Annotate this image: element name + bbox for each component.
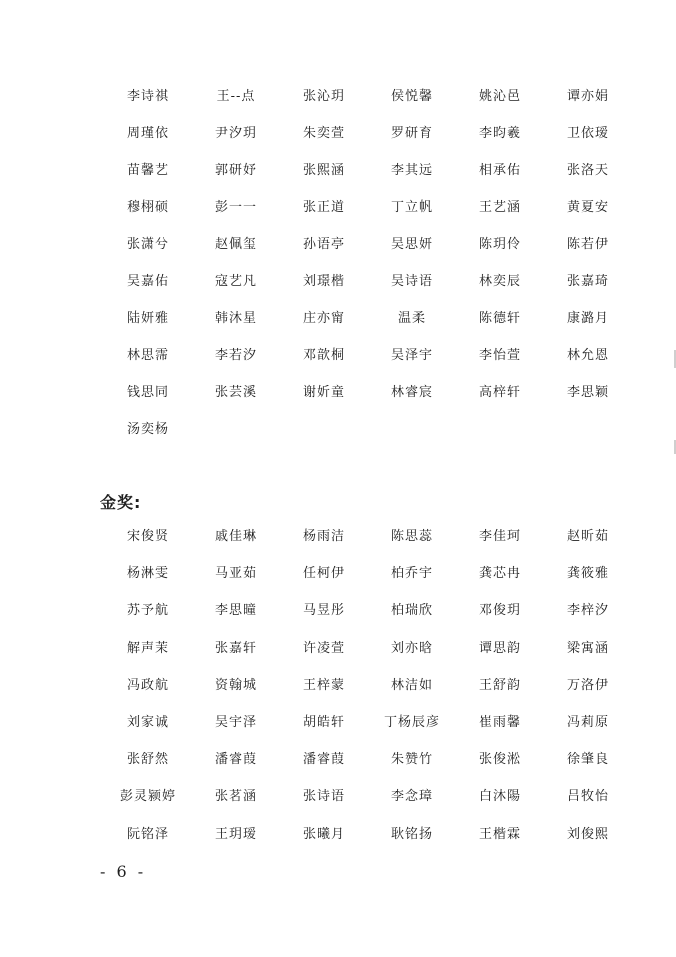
name-entry: 朱奕萱 xyxy=(302,126,345,141)
name-entry: 陆妍雅 xyxy=(126,311,169,326)
gold-award-name-entry: 冯莉原 xyxy=(566,714,609,730)
name-entry: 张嘉琦 xyxy=(566,274,609,289)
name-entry: 寇艺凡 xyxy=(214,274,257,289)
gold-award-name-entry: 杨雨洁 xyxy=(302,529,345,544)
name-entry: 吴诗语 xyxy=(390,274,433,289)
name-entry: 周瑾依 xyxy=(126,126,169,141)
name-entry: 穆栩硕 xyxy=(126,200,169,215)
gold-award-name-entry: 张嘉轩 xyxy=(214,640,257,656)
gold-award-name-entry: 李佳珂 xyxy=(478,529,521,544)
name-entry: 王--点 xyxy=(216,89,256,104)
gold-award-name-entry: 戚佳琳 xyxy=(214,529,257,544)
name-entry: 李若汐 xyxy=(214,348,257,363)
name-entry: 李诗祺 xyxy=(126,89,169,104)
gold-award-name-entry: 柏乔宇 xyxy=(390,566,433,582)
gold-award-name-entry: 张舒然 xyxy=(126,752,169,768)
gold-award-name-entry: 邓俊玥 xyxy=(478,603,521,619)
name-entry: 苗馨艺 xyxy=(126,163,169,178)
gold-award-name-entry: 冯政航 xyxy=(126,677,169,693)
name-entry: 张正道 xyxy=(302,200,345,215)
gold-award-name-entry: 宋俊贤 xyxy=(126,529,169,544)
gold-award-name-entry: 李念璋 xyxy=(390,789,433,805)
gold-award-name-entry: 许凌萱 xyxy=(302,640,345,656)
gold-award-name-entry: 刘家诚 xyxy=(126,714,169,730)
gold-award-name-entry: 胡皓轩 xyxy=(302,714,345,730)
name-entry: 陈玥伶 xyxy=(478,237,521,252)
gold-award-name-entry: 白沐陽 xyxy=(478,789,521,805)
gold-award-name-entry: 柏瑞欣 xyxy=(390,603,433,619)
gold-award-name-entry: 龚筱雅 xyxy=(566,566,609,582)
gold-award-name-entry: 李思曈 xyxy=(214,603,257,619)
page-number: - 6 - xyxy=(100,862,147,881)
name-entry: 郭研妤 xyxy=(214,163,257,178)
name-entry: 相承佑 xyxy=(478,163,521,178)
name-entry: 彭一一 xyxy=(214,200,257,215)
name-entry: 李其远 xyxy=(390,163,433,178)
name-entry: 张洛天 xyxy=(566,163,609,178)
gold-award-name-entry: 苏予航 xyxy=(126,603,169,619)
name-entry: 尹汐玥 xyxy=(214,126,257,141)
name-entry: 吴泽宇 xyxy=(390,348,433,363)
name-entry: 谭亦娟 xyxy=(566,89,609,104)
gold-award-name-entry: 陈思蕊 xyxy=(390,529,433,544)
name-list-continued xyxy=(104,86,632,456)
name-entry: 陈德轩 xyxy=(478,311,521,326)
name-entry: 吴思妍 xyxy=(390,237,433,252)
name-entry: 张熙涵 xyxy=(302,163,345,178)
name-entry: 吴嘉佑 xyxy=(126,274,169,289)
name-entry: 李思颖 xyxy=(566,385,609,400)
gold-award-name-entry: 潘睿葭 xyxy=(302,752,345,768)
name-entry: 林奕辰 xyxy=(478,274,521,289)
name-entry: 高梓轩 xyxy=(478,385,521,400)
gold-award-name-entry: 崔雨馨 xyxy=(478,714,521,730)
gold-award-name-entry: 龚芯冉 xyxy=(478,566,521,582)
gold-award-name-entry: 刘亦晗 xyxy=(390,640,433,656)
name-entry: 林思霈 xyxy=(126,348,169,363)
gold-award-name-entry: 马亚茹 xyxy=(214,566,257,582)
name-entry: 邓歆桐 xyxy=(302,348,345,363)
name-entry: 汤奕杨 xyxy=(126,422,169,437)
gold-award-name-entry: 万洛伊 xyxy=(566,677,609,693)
gold-award-name-entry: 刘俊熙 xyxy=(566,826,609,842)
name-entry: 张潇兮 xyxy=(126,237,169,252)
gold-award-name-entry: 王玥瑷 xyxy=(214,826,257,842)
gold-award-name-entry: 王楷霖 xyxy=(478,826,521,842)
gold-award-name-entry: 梁寓涵 xyxy=(566,640,609,656)
name-entry: 姚沁邑 xyxy=(478,89,521,104)
gold-award-name-entry: 林洁如 xyxy=(390,677,433,693)
gold-award-name-entry: 吴宇泽 xyxy=(214,714,257,730)
gold-award-name-entry: 马昱彤 xyxy=(302,603,345,619)
gold-award-name-entry: 耿铭扬 xyxy=(390,826,433,842)
gold-award-name-entry: 张诗语 xyxy=(302,789,345,805)
gold-award-name-entry: 杨淋雯 xyxy=(126,566,169,582)
gold-award-name-list xyxy=(104,526,632,861)
name-entry: 丁立帆 xyxy=(390,200,433,215)
name-entry: 钱思同 xyxy=(126,385,169,400)
gold-award-name-entry: 张茗涵 xyxy=(214,789,257,805)
gold-award-name-entry: 彭灵颍婷 xyxy=(119,789,176,805)
gold-award-name-entry: 潘睿葭 xyxy=(214,752,257,768)
name-entry: 王艺涵 xyxy=(478,200,521,215)
name-entry: 陈若伊 xyxy=(566,237,609,252)
gold-award-name-entry: 阮铭泽 xyxy=(126,826,169,842)
name-entry: 卫依瑷 xyxy=(566,126,609,141)
gold-award-name-entry: 丁杨辰彦 xyxy=(383,714,440,730)
gold-award-name-entry: 张俊淞 xyxy=(478,752,521,768)
name-entry: 林允恩 xyxy=(566,348,609,363)
gold-award-name-entry: 徐肇良 xyxy=(566,752,609,768)
name-entry: 张沁玥 xyxy=(302,89,345,104)
name-entry: 赵佩玺 xyxy=(214,237,257,252)
name-entry: 韩沐星 xyxy=(214,311,257,326)
name-entry: 李怡萱 xyxy=(478,348,521,363)
name-entry: 黄夏安 xyxy=(566,200,609,215)
name-entry: 林睿宸 xyxy=(390,385,433,400)
name-entry: 孙语亭 xyxy=(302,237,345,252)
gold-award-name-entry: 吕牧怡 xyxy=(566,789,609,805)
name-entry: 温柔 xyxy=(397,311,426,326)
gold-award-name-entry: 谭思韵 xyxy=(478,640,521,656)
gold-award-name-entry: 解声茉 xyxy=(126,640,169,656)
name-entry: 庄亦甯 xyxy=(302,311,345,326)
gold-award-name-entry: 赵昕茹 xyxy=(566,529,609,544)
gold-award-name-entry: 张曦月 xyxy=(302,826,345,842)
name-entry: 谢妡童 xyxy=(302,385,345,400)
gold-award-name-entry: 王舒韵 xyxy=(478,677,521,693)
name-entry: 康潞月 xyxy=(566,311,609,326)
gold-award-name-entry: 任柯伊 xyxy=(302,566,345,582)
gold-award-name-entry: 资翰城 xyxy=(214,677,257,693)
name-entry: 侯悦馨 xyxy=(390,89,433,104)
name-entry: 刘璟楷 xyxy=(302,274,345,289)
name-entry: 李昀羲 xyxy=(478,126,521,141)
gold-award-name-entry: 王梓蒙 xyxy=(302,677,345,693)
name-entry: 张芸溪 xyxy=(214,385,257,400)
gold-award-name-entry: 李梓汐 xyxy=(566,603,609,619)
gold-award-name-entry: 朱赞竹 xyxy=(390,752,433,768)
name-entry: 罗研育 xyxy=(390,126,433,141)
gold-award-heading: 金奖: xyxy=(100,493,142,512)
